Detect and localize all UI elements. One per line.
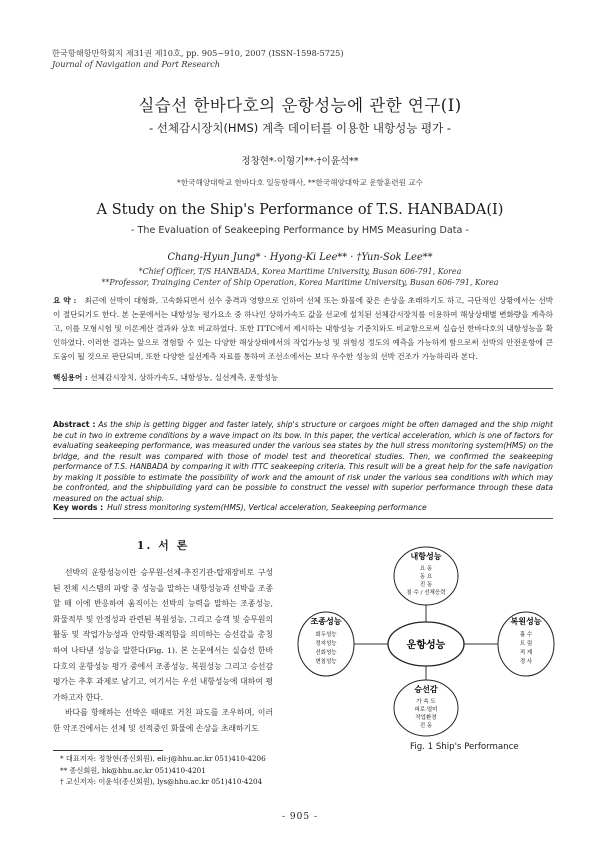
right-item: 적 재 [519, 650, 533, 656]
keywords-ko [53, 372, 278, 383]
keywords-en [53, 503, 427, 512]
figure-caption: Fig. 1 Ship's Performance [410, 742, 519, 752]
paper-subtitle-en: - The Evaluation of Seakeeping Performance by HMS Measuring Data - [131, 225, 469, 236]
affiliation-en-line-1: *Chief Officer, T/S HANBADA, Korea Maritime University, Busan 606-791, Korea [138, 267, 462, 276]
right-title: 복원성능 [510, 617, 542, 626]
bottom-title: 승선감 [414, 685, 438, 694]
top-item: 요 동 [419, 566, 433, 572]
ship-performance-diagram [296, 542, 556, 738]
left-title: 조종성능 [310, 617, 342, 626]
journal-name-en: Journal of Navigation and Port Research [52, 59, 221, 69]
top-title: 내항성능 [410, 552, 442, 561]
center-label: 운항성능 [406, 640, 446, 651]
section-heading: 1. 서 론 [136, 539, 190, 552]
divider-line-2 [53, 518, 553, 519]
abstract-en-label: Abstract : [53, 420, 96, 429]
footnote-item: * 대표저자: 정창현(종신회원), eli-j@hhu.ac.kr 051)410-4206 [60, 754, 266, 763]
right-item: 경 사 [519, 659, 533, 665]
body-paragraph-2: 바다를 항해하는 선박은 때때로 거친 파도를 조우하며, 이러한 악조건에서는 선체 및 선적중인 화물에 손상을 초래하기도 [53, 708, 273, 733]
footnotes [60, 753, 266, 788]
footnote-divider [53, 750, 163, 751]
top-item: 동 요 [419, 574, 433, 580]
authors-ko: 정창현*·이형기**·†이윤석** [241, 156, 359, 167]
left-item: 선회성능 [315, 650, 337, 656]
abstract-en-text: As the ship is getting bigger and faster lately, ship's structure or cargoes might be often damaged and the ship might be cut in two in extreme conditions by a wave impact on its bow. In this paper, the vertical acceleration, which is one of factors for evaluating seakeeping performance, was measured under the various sea states by the hull stress monitoring system(HMS) on the bridge, and the result was compared with those of model test and theoretical studies. Then, we confirmed the seakeeping performance of T.S. HANBADA by comparing it with ITTC seakeeping criteria. This result will be a great help for the safe navigation by making it possible to estimate the possibility of work and the amount of risk under the various sea conditions with which may be confronted, and the shipbuilding yard can be possible to construct the vessel with superior performance through these data measured on the actual ship. [53, 420, 553, 503]
bottom-item: 가 속 도 [416, 699, 436, 705]
footnote-item: † 교신저자: 이윤석(종신회원), lys@hhu.ac.kr 051)410-4204 [60, 777, 263, 786]
journal-info-line: 한국항해항만학회지 제31권 제10호, pp. 905~910, 2007 (ISSN-1598-5725) [52, 48, 344, 58]
abstract-ko-text: 최근에 선박이 대형화, 고속화되면서 선수 충격과 영향으로 인하여 선체 또는 화물에 잦은 손상을 초래하기도 하고, 극단적인 상황에서는 선박이 절단되기도 한다. 본 논문에서는 내항성능 평가요소 중 하나인 상하가속도 값을 선교에 설치된 선체감시장치를 이용하여 해상상태별 변화량을 계측하고, 이를 모형시험 및 이론계산 결과와 상호 비교하였다. 또한 ITTC에서 제시하는 내항성능 기준치와도 비교함으로써 실습선 한바다호의 내항성능을 확인하였다. 이러한 결과는 앞으로 경험할 수 있는 다양한 해상상태에서의 작업가능성 및 위험성 정도의 예측을 가능하게 함으로써 선박의 안전운항에 큰 도움이 될 것으로 판단되며, 또한 다양한 실선계측 자료를 통하여 조선소에서는 보다 우수한 성능의 선박 건조가 가능하리라 본다. [53, 296, 554, 362]
paper-title-en: A Study on the Ship's Performance of T.S. HANBADA(Ⅰ) [96, 202, 504, 218]
affiliation-ko: *한국해양대학교 한바다호 일등항해사, **한국해양대학교 운항훈련원 교수 [177, 178, 423, 187]
affiliation-en-line-2: **Professor, Trainging Center of Ship Operation, Korea Maritime University, Busan 606-791, Korea [101, 278, 499, 287]
keywords-ko-label: 핵심용어 : [53, 373, 88, 382]
keywords-en-label: Key words : [53, 503, 104, 512]
keywords-en-text: Hull stress monitoring system(HMS), Vertical acceleration, Seakeeping performance [107, 503, 427, 512]
body-text [53, 565, 273, 737]
affiliation-en [0, 266, 600, 288]
bottom-item: 진 동 [419, 723, 433, 729]
bottom-item: 작업환경 [415, 715, 437, 721]
right-item: 흘 수 [519, 632, 533, 638]
left-item: 변침성능 [315, 659, 337, 665]
footnote-item: ** 종신회원, hk@hhu.ac.kr 051)410-4201 [60, 765, 206, 775]
bottom-item: 피로·멀미 [414, 707, 438, 713]
abstract-ko [53, 294, 553, 364]
journal-header [52, 48, 344, 70]
paper-subtitle-ko: - 선체감시장치(HMS) 계측 데이터를 이용한 내항성능 평가 - [148, 121, 452, 135]
abstract-en [53, 420, 553, 504]
right-item: 트 림 [519, 641, 533, 647]
keywords-ko-text: 선체감시장치, 상하가속도, 내항성능, 실선계측, 운항성능 [90, 373, 279, 382]
authors-en: Chang-Hyun Jung* · Hyong-Ki Lee** · †Yun-Sok Lee** [167, 252, 433, 263]
body-paragraph-1: 선박의 운항성능이란 승무원-선체-추진기관-탑재장비로 구성된 전체 시스템의 파랑 중 성능을 말하는 내항성능과 선박을 조종할 때 이에 반응하여 움직이는 선박의 능력을 말하는 조종성능, 화물적부 및 안정성과 관련된 복원성능, 그리고 승객 및 승무원의 활동 및 작업가능성과 안락함·쾌적함을 의미하는 승선감을 총칭하여 나타낸 성능을 말한다(Fig. 1). 본 논문에서는 실습선 한바다호의 운항성능 평가 중에서 조종성능, 복원성능 그리고 승선감 평가는 추후 과제로 남기고, 여기서는 우선 내항성능에 대하여 평가하고자 한다. [53, 568, 273, 702]
top-item: 진 동 [419, 582, 433, 588]
top-item: 침 수 / 선체응력 [406, 590, 446, 596]
left-item: 회두성능 [315, 632, 337, 638]
abstract-ko-label: 요 약 : [53, 296, 77, 305]
paper-title-ko: 실습선 한바다호의 운항성능에 관한 연구(Ⅰ) [138, 96, 462, 115]
divider-line [53, 388, 553, 389]
page-number: - 905 - [282, 812, 318, 822]
left-item: 정지성능 [315, 641, 337, 647]
